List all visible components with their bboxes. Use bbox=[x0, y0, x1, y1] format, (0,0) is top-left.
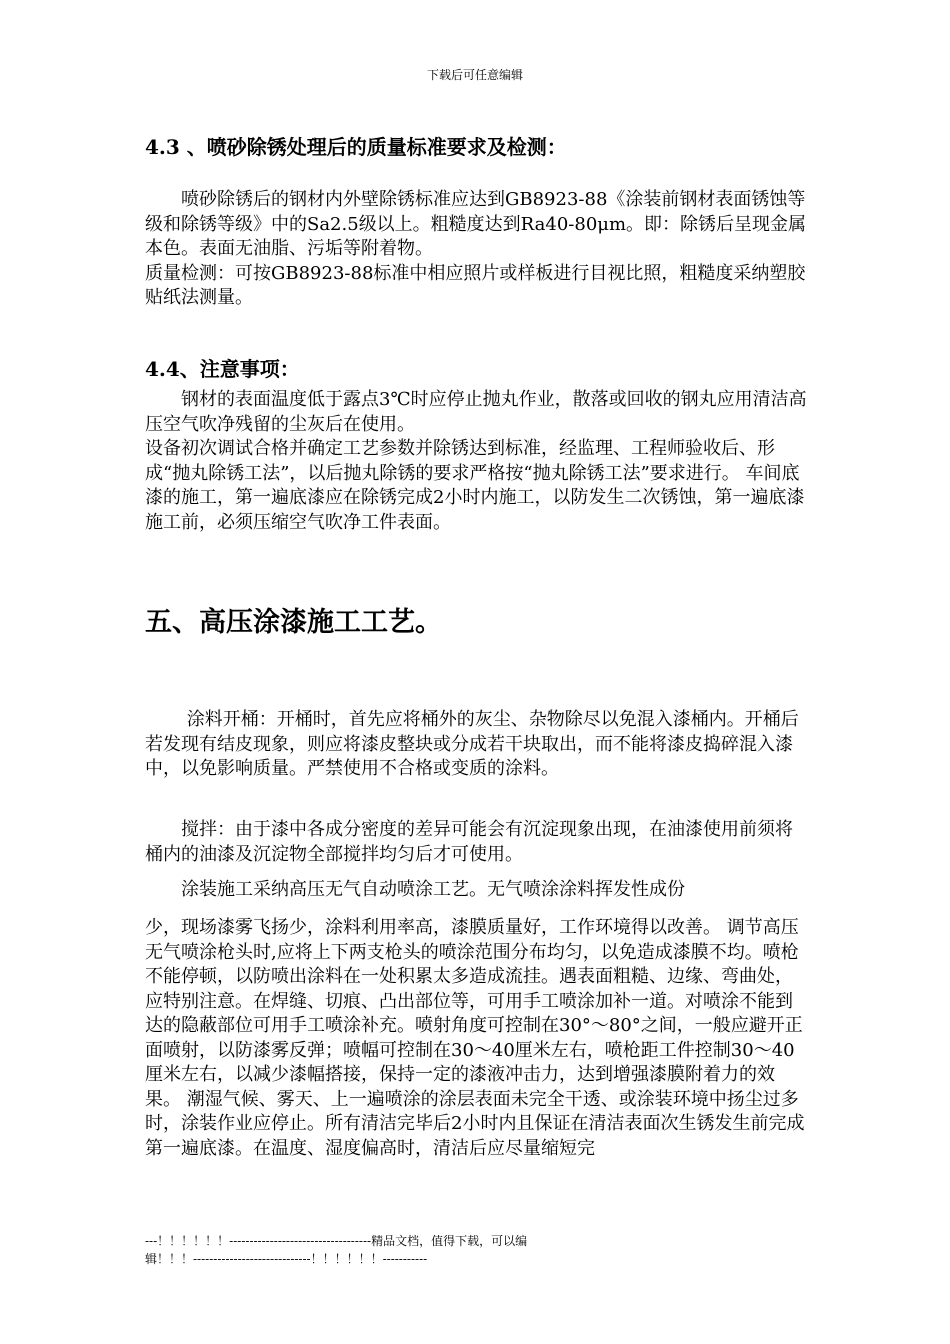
paragraph-open-bucket-text: 涂料开桶：开桶时，首先应将桶外的灰尘、杂物除尽以免混入漆桶内。开桶后若发现有结皮现象，则应将漆皮整块或分成若干块取出，而不能将漆皮捣碎混入漆中，以免影响质量。严禁使用不合格或变质的涂料。 bbox=[145, 709, 799, 779]
section-5-paragraph-open-bucket bbox=[145, 708, 810, 782]
page-footer bbox=[145, 1232, 845, 1268]
paragraph-spray-continuation: 少，现场漆雾飞扬少，涂料利用率高，漆膜质量好，工作环境得以改善。 调节高压无气喷涂枪头时,应将上下两支枪头的喷涂范围分布均匀，以免造成漆膜不均。喷枪不能停顿，以防喷出涂料在一处积累太多造成流挂。遇表面粗糙、边缘、弯曲处，应特别注意。在焊缝、切痕、凸出部位等，可用手工喷涂加补一道。对喷涂不能到达的隐蔽部位可用手工喷涂补充。喷射角度可控制在30°～80°之间，一般应避开正面喷射，以防漆雾反弹；喷幅可控制在30～40厘米左右，喷枪距工件控制30～40厘米左右，以减少漆幅搭接，保持一定的漆液冲击力，达到增强漆膜附着力的效果。 潮湿气候、雾天、上一遍喷涂的涂层表面未完全干透、或涂装环境中扬尘过多时，涂装作业应停止。所有清洁完毕后2小时内且保证在清洁表面次生锈发生前完成第一遍底漆。在温度、湿度偏高时，清洁后应尽量缩短完 bbox=[145, 917, 805, 1159]
footer-line-1: ---！！！！！！-----------------------------------精品文档，值得下载，可以编 bbox=[145, 1234, 528, 1248]
section-5-paragraph-spray-line1 bbox=[145, 878, 810, 903]
section-4-4-paragraph-1: 钢材的表面温度低于露点3℃时应停止抛丸作业，散落或回收的钢丸应用清洁高压空气吹净残留的尘灰后在使用。 bbox=[145, 389, 807, 435]
section-5-paragraph-stirring bbox=[145, 818, 810, 867]
page-header: 下载后可任意编辑 bbox=[426, 68, 523, 82]
section-4-3-paragraph-2: 质量检测：可按GB8923-88标准中相应照片或样板进行目视比照，粗糙度采纳塑胶贴纸法测量。 bbox=[145, 262, 806, 308]
section-4-4-title: 4.4、注意事项： bbox=[145, 357, 300, 381]
section-4-4-body bbox=[145, 388, 810, 535]
section-4-3-title: 4.3 、喷砂除锈处理后的质量标准要求及检测： bbox=[145, 135, 567, 159]
section-5-title: 五、高压涂漆施工工艺。 bbox=[145, 607, 442, 638]
section-4-4-paragraph-2: 设备初次调试合格并确定工艺参数并除锈达到标准，经监理、工程师验收后、形成“抛丸除锈工法”，以后抛丸除锈的要求严格按“抛丸除锈工法”要求进行。 车间底漆的施工，第一遍底漆应在除锈完成2小时内施工，以防发生二次锈蚀，第一遍底漆施工前，必须压缩空气吹净工件表面。 bbox=[145, 438, 805, 533]
paragraph-stirring-text: 搅拌：由于漆中各成分密度的差异可能会有沉淀现象出现，在油漆使用前须将桶内的油漆及沉淀物全部搅拌均匀后才可使用。 bbox=[145, 819, 793, 865]
section-5-paragraph-spray-rest bbox=[145, 916, 810, 1161]
paragraph-spray-first-line: 涂装施工采纳高压无气自动喷涂工艺。无气喷涂涂料挥发性成份 bbox=[145, 879, 685, 900]
footer-line-2: 辑！！！-----------------------------！！！！！！----------- bbox=[145, 1252, 428, 1266]
section-4-3-body bbox=[145, 188, 810, 311]
section-4-3-paragraph-1: 喷砂除锈后的钢材内外壁除锈标准应达到GB8923-88《涂装前钢材表面锈蚀等级和除锈等级》中的Sa2.5级以上。粗糙度达到Ra40-80μm。即：除锈后呈现金属本色。表面无油脂、污垢等附着物。 bbox=[145, 189, 807, 259]
